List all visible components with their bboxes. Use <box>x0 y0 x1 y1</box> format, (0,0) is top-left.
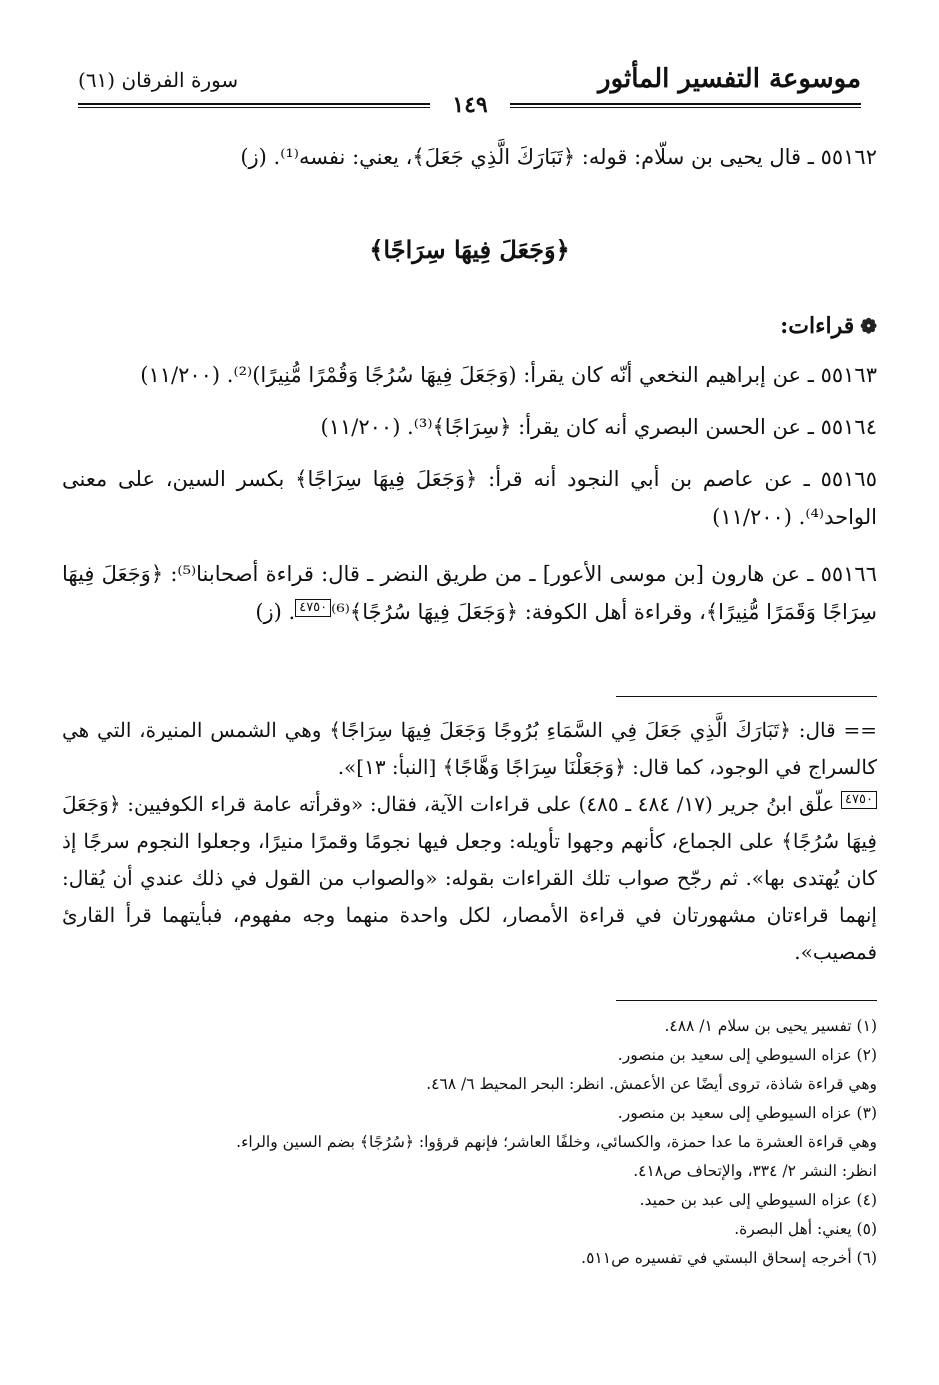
footnote-1: (١) تفسير يحيى بن سلام ١/ ٤٨٨. <box>664 1017 877 1035</box>
commentary-ibn-jarir-text: علّق ابنُ جرير (١٧/ ٤٨٤ ـ ٤٨٥) على قراءات الآية، فقال: «وقرأته عامة قراء الكوفيين: ﴿وَجَعَلَ فِيهَا سُرُجًا﴾ على الجماع، كأنهم وجهوا تأويله: وجعل فيها نجومًا وقمرًا منيرًا، وجعلوا النجوم سرجًا إذ كان يُهتدى بها». ثم رجّح صواب تلك القراءات بقوله: «والصواب من القول في ذلك عندي أن يُقال: إنهما قراءتان مشهورتان في قراءة الأمصار، لكل واحدة منهما وجه مفهوم، فبأيتهما قرأ القارئ فمصيب». <box>62 792 877 964</box>
commentary-number-box: ٤٧٥٠ <box>841 791 877 809</box>
entry-55166-text <box>62 555 877 631</box>
entry-55166 <box>62 555 877 631</box>
entry-55166-end: . (ز) <box>255 600 296 624</box>
entry-55165 <box>62 460 877 536</box>
commentary-continuation: == قال: ﴿تَبَارَكَ الَّذِي جَعَلَ فِي السَّمَاءِ بُرُوجًا وَجَعَلَ فِيهَا سِرَاجًا﴾ وهي الشمس المنيرة، التي هي كالسراج في الوجود، كما قال: ﴿وَجَعَلْنَا سِرَاجًا وَهَّاجًا﴾ [النبأ: ١٣]». <box>62 718 877 779</box>
footnote-3-note: وهي قراءة العشرة ما عدا حمزة، والكسائي، وخلفًا العاشر؛ فإنهم قرؤوا: ﴿سُرُجًا﴾ بضم السين والراء. <box>236 1133 877 1151</box>
footnote-3: (٣) عزاه السيوطي إلى سعيد بن منصور. <box>617 1104 877 1122</box>
footnote-5: (٥) يعني: أهل البصرة. <box>734 1220 877 1238</box>
entry-55164 <box>62 408 877 446</box>
footnotes-separator <box>616 1000 877 1001</box>
footnote-6: (٦) أخرجه إسحاق البستي في تفسيره ص٥١١. <box>581 1249 877 1267</box>
footnote-4: (٤) عزاه السيوطي إلى عبد بن حميد. <box>639 1191 877 1209</box>
entry-55164-text: ٥٥١٦٤ ـ عن الحسن البصري أنه كان يقرأ: ﴿سِرَاجًا﴾⁽³⁾. (١١/٢٠٠) <box>320 415 877 439</box>
entry-55165-text: ٥٥١٦٥ ـ عن عاصم بن أبي النجود أنه قرأ: ﴿وَجَعَلَ فِيهَا سِرَاجًا﴾ بكسر السين، على معنى الواحد⁽⁴⁾. (١١/٢٠٠) <box>62 467 877 529</box>
commentary-ibn-jarir <box>62 786 877 971</box>
commentary-separator <box>616 696 877 697</box>
ayah-heading: ﴿وَجَعَلَ فِيهَا سِرَاجًا﴾ <box>369 235 570 264</box>
footnote-2: (٢) عزاه السيوطي إلى سعيد بن منصور. <box>617 1046 877 1064</box>
readings-title: قراءات: <box>780 313 855 339</box>
entry-55162 <box>62 138 877 176</box>
entry-55162-text: ٥٥١٦٢ ـ قال يحيى بن سلّام: قوله: ﴿تَبَارَكَ الَّذِي جَعَلَ﴾، يعني: نفسه⁽¹⁾. (ز) <box>240 145 877 169</box>
page-number: ١٤٩ <box>430 92 510 118</box>
star-ornament-icon: ❁ <box>860 314 877 338</box>
entry-55163-text: ٥٥١٦٣ ـ عن إبراهيم النخعي أنّه كان يقرأ: (وَجَعَلَ فِيهَا سُرُجًا وَقُمْرًا مُّنِيرًا)⁽²⁾. (١١/٢٠٠) <box>140 363 877 387</box>
entry-55166-body: ٥٥١٦٦ ـ عن هارون [بن موسى الأعور] ـ من طريق النضر ـ قال: قراءة أصحابنا⁽⁵⁾: ﴿وَجَعَلَ فِيهَا سِرَاجًا وَقَمَرًا مُّنِيرًا﴾، وقراءة أهل الكوفة: ﴿وَجَعَلَ فِيهَا سُرُجًا﴾⁽⁶⁾ <box>62 562 877 624</box>
footnote-2-note: وهي قراءة شاذة، تروى أيضًا عن الأعمش. انظر: البحر المحيط ٦/ ٤٦٨. <box>426 1075 877 1093</box>
commentary-block <box>62 712 877 971</box>
book-title: موسوعة التفسير المأثور <box>598 64 861 94</box>
surah-title: سورة الفرقان (٦١) <box>78 68 239 92</box>
entry-55163 <box>62 356 877 394</box>
readings-heading <box>780 313 877 339</box>
footnotes <box>62 1012 877 1273</box>
commentary-ref-box[interactable]: ٤٧٥٠ <box>295 599 331 617</box>
footnote-3-ref: انظر: النشر ٢/ ٣٣٤، والإتحاف ص٤١٨. <box>633 1162 877 1180</box>
